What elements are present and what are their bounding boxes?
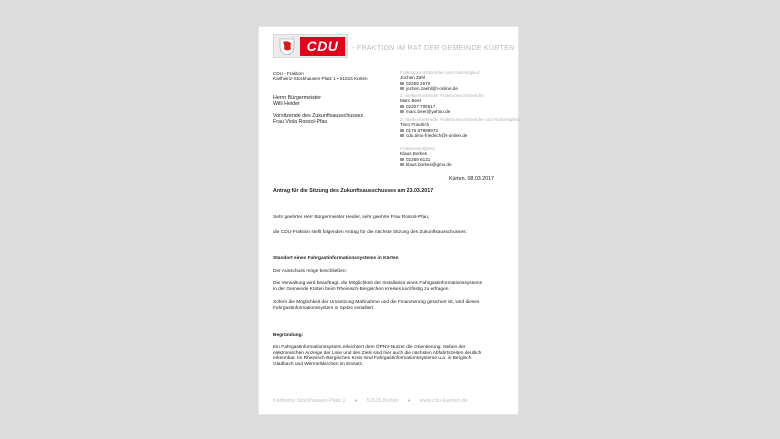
letter-salutation: Sehr geehrter Herr Bürgermeister Heider, sehr geehrte Frau Rossol-Pfau, xyxy=(273,215,430,220)
cdu-wordmark: CDU xyxy=(300,37,345,56)
contact-phone: 02268 2570 xyxy=(406,80,431,86)
contact-block xyxy=(400,146,452,168)
paragraph-reason xyxy=(273,345,481,368)
letter-topic: Standort eines Fahrgastinformationssystems in Kürten xyxy=(273,256,399,261)
contact-email[interactable]: jochen.zaehl@t-online.de xyxy=(406,86,458,92)
paragraph-line: elektronischen Anzeige der Linie und des Ziels sind hier auch die nächsten Abfahrtszeiten deutlich xyxy=(273,350,482,356)
paragraph-line: Fahrgastinformationssystem in Spitze installiert. xyxy=(273,305,375,311)
contact-phone: 02268 6131 xyxy=(406,156,431,162)
contact-block xyxy=(400,117,520,139)
reason-heading: Begründung: xyxy=(273,333,304,338)
letter-date: Kürten, 08.03.2017 xyxy=(448,176,494,182)
contact-email[interactable]: marc.beer@yahoo.de xyxy=(406,109,451,115)
recipient-line: Vorsitzende des Zukunftsausschusses xyxy=(273,113,364,119)
phone-icon xyxy=(400,105,404,108)
paragraph-installation xyxy=(273,300,479,311)
lion-crest-icon xyxy=(278,37,296,56)
contact-name: Klaus Borkes xyxy=(400,151,428,157)
letter-page xyxy=(258,26,519,415)
paragraph-line: Die Verwaltung wird beauftragt, die Möglichkeit der Installation eines Fahrgastinformationssystems xyxy=(273,281,483,286)
contact-role: 1. Stellvertretender Fraktionsvorsitzender xyxy=(400,93,484,98)
recipient-line: Willi Heider xyxy=(273,101,300,107)
paragraph-line: erkennbar. Im Rheinisch-Bergischen Kreis sind Fahrgastinformationssysteme u.a. in Bergisch xyxy=(273,356,472,362)
email-icon xyxy=(400,163,404,166)
footer-address: Karlheinz-Stockhausen-Platz 1 xyxy=(273,398,346,404)
phone-icon xyxy=(400,158,404,161)
cdu-logo xyxy=(273,34,348,58)
sender-line: CDU - Fraktion xyxy=(273,71,304,76)
email-icon xyxy=(400,110,404,113)
letter-intro: die CDU-Fraktion stellt folgenden Antrag für die nächste Sitzung des Zukunftsausschusses: xyxy=(273,230,467,235)
paragraph-assignment xyxy=(273,281,482,292)
recipient-block xyxy=(273,95,363,125)
contact-name: Jochen Zähl xyxy=(400,75,426,81)
header-tagline: - FRAKTION IM RAT DER GEMEINDE KÜRTEN xyxy=(352,45,515,52)
letter-subject: Antrag für die Sitzung des Zukunftsausschusses am 23.03.2017 xyxy=(273,188,434,194)
recipient-line: Herrn Bürgermeister xyxy=(273,95,321,101)
contact-block xyxy=(400,93,484,115)
paragraph-line: Gladbach und Wermelskirchen im Einsatz. xyxy=(273,362,364,368)
phone-icon xyxy=(400,129,404,132)
footer-separator: ● xyxy=(354,398,358,404)
footer-city: 51515 Kürten xyxy=(366,398,399,404)
footer-separator: ● xyxy=(407,398,411,404)
contact-role: Fraktionsvorsitzender und Ratsmitglied xyxy=(400,70,480,75)
contact-role: 2. Stellvertretender Fraktionsvorsitzender und Ratsmitglied xyxy=(400,117,520,122)
contact-phone: 02207 705917 xyxy=(406,103,436,109)
contact-phone: 0176 67898973 xyxy=(406,127,438,133)
paragraph-line: Ein Fahrgastinformationssystem erleichtert dem ÖPNV-Nutzer die Orientierung. Neben der xyxy=(273,345,466,350)
paragraph-line: Sofern die Möglichkeit der Umsetzung Maßnahme und die Finanzierung gesichert ist, wird dieses xyxy=(273,300,480,305)
letter-footer xyxy=(273,398,468,404)
contact-name: Marc Beer xyxy=(400,98,422,104)
sender-block xyxy=(273,71,368,82)
sender-line: Karlheinz-Stockhausen-Platz 1 • 51515 Kürten xyxy=(273,76,368,82)
email-icon xyxy=(400,87,404,90)
paragraph-line: in der Gemeinde Kürten beim Rheinisch-Bergischen Kreises kurzfristig zu erfragen. xyxy=(273,286,450,292)
contact-email[interactable]: cdu.timo-friedrich@t-online.de xyxy=(406,133,468,139)
letter-resolve: Der Ausschuss möge beschließen: xyxy=(273,269,347,274)
contact-role: Fraktionsmitglied xyxy=(400,146,435,151)
phone-icon xyxy=(400,82,404,85)
email-icon xyxy=(400,134,404,137)
contact-block xyxy=(400,70,479,92)
contact-name: Timo Friedrich xyxy=(400,122,430,128)
contact-email[interactable]: klaus.borkes@gmx.de xyxy=(406,162,452,168)
footer-web-link[interactable]: www.cdu-kuerten.de xyxy=(419,398,468,404)
recipient-line: Frau Viola Rossol-Pfau xyxy=(273,119,328,125)
